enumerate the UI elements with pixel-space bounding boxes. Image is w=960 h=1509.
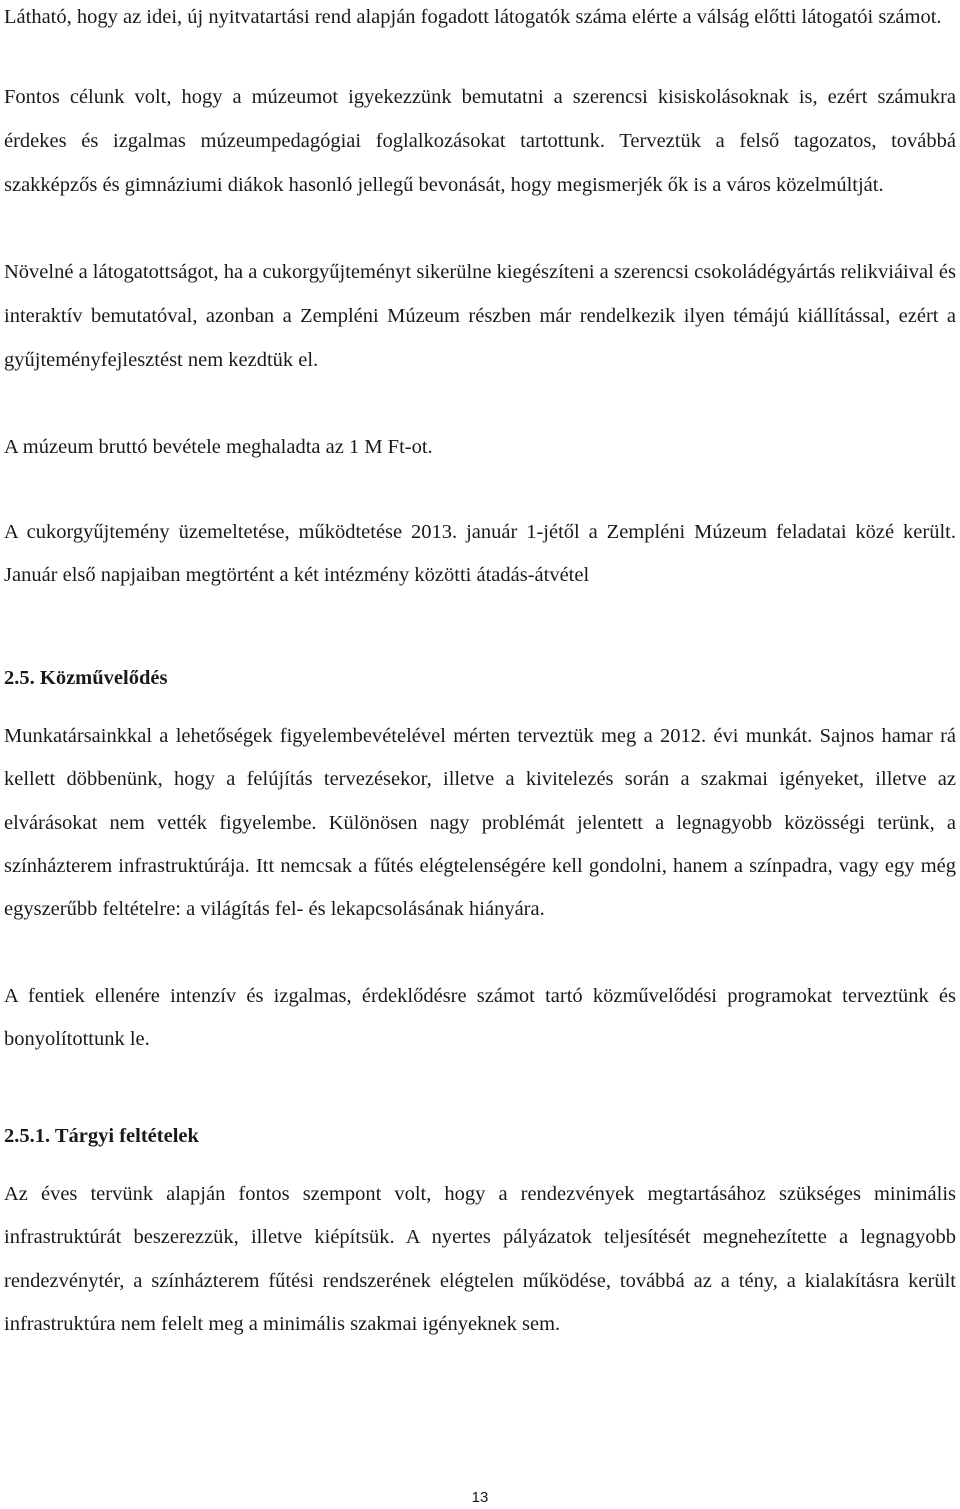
paragraph-sugar-collection-transfer: A cukorgyűjtemény üzemeltetése, működtetése 2013. január 1-jétől a Zempléni Múzeum feladatai közé került. Január első napjaiban megtörtént a két intézmény közötti átadás-átvétel <box>4 521 956 587</box>
section-heading-kozmuvelodes: 2.5. Közművelődés <box>4 667 168 689</box>
paragraph-infrastructure: Az éves tervünk alapján fontos szempont volt, hogy a rendezvények megtartásához szükséges minimális infrastruktúrát beszerezzük, illetve kiépítsük. A nyertes pályázatok teljesítését megnehezítette a legnagyobb rendezvénytér, a színházterem fűtési rendszerének elégtelen működése, továbbá az a tény, a kialakításra került infrastruktúra nem felelt meg a minimális szakmai igényeknek sem. <box>4 1183 956 1335</box>
paragraph-work-planning: Munkatársainkkal a lehetőségek figyelembevételével mérten terveztük meg a 2012. évi munkát. Sajnos hamar rá kellett döbbenünk, hogy a felújítás tervezésekor, illetve a kivitelezés során a szakmai igényeket, illetve az elvárásokat nem vették figyelembe. Különösen nagy problémát jelentett a legnagyobb közösségi terünk, a színházterem infrastruktúrája. Itt nemcsak a fűtés elégtelenségére kell gondolni, hanem a színpadra, vagy egy még egyszerűbb feltételre: a világítás fel- és lekapcsolásának hiányára. <box>4 725 956 921</box>
paragraph-school-programs: Fontos célunk volt, hogy a múzeumot igyekezzünk bemutatni a szerencsi kisiskolásoknak is, ezért számukra érdekes és izgalmas múzeumpedagógiai foglalkozásokat tartottunk. Terveztük a felső tagozatos, továbbá szakképzős és gimnáziumi diákok hasonló jellegű bevonását, hogy megismerjék ők is a város közelmúltját. <box>4 86 956 196</box>
paragraph-visitor-numbers: Látható, hogy az idei, új nyitvatartási rend alapján fogadott látogatók száma elérte a válság előtti látogatói számot. <box>4 6 942 28</box>
paragraph-programs-summary: A fentiek ellenére intenzív és izgalmas, érdeklődésre számot tartó közművelődési programokat terveztünk és bonyolítottunk le. <box>4 985 956 1051</box>
paragraph-collection-development: Növelné a látogatottságot, ha a cukorgyűjteményt sikerülne kiegészíteni a szerencsi csokoládégyártás relikviáival és interaktív bemutatóval, azonban a Zempléni Múzeum részben már rendelkezik ilyen témájú kiállítással, ezért a gyűjteményfejlesztést nem kezdtük el. <box>4 261 956 371</box>
paragraph-revenue: A múzeum bruttó bevétele meghaladta az 1 M Ft-ot. <box>4 436 433 458</box>
page-number: 13 <box>471 1489 489 1506</box>
section-heading-targyi-feltetelek: 2.5.1. Tárgyi feltételek <box>4 1125 199 1147</box>
